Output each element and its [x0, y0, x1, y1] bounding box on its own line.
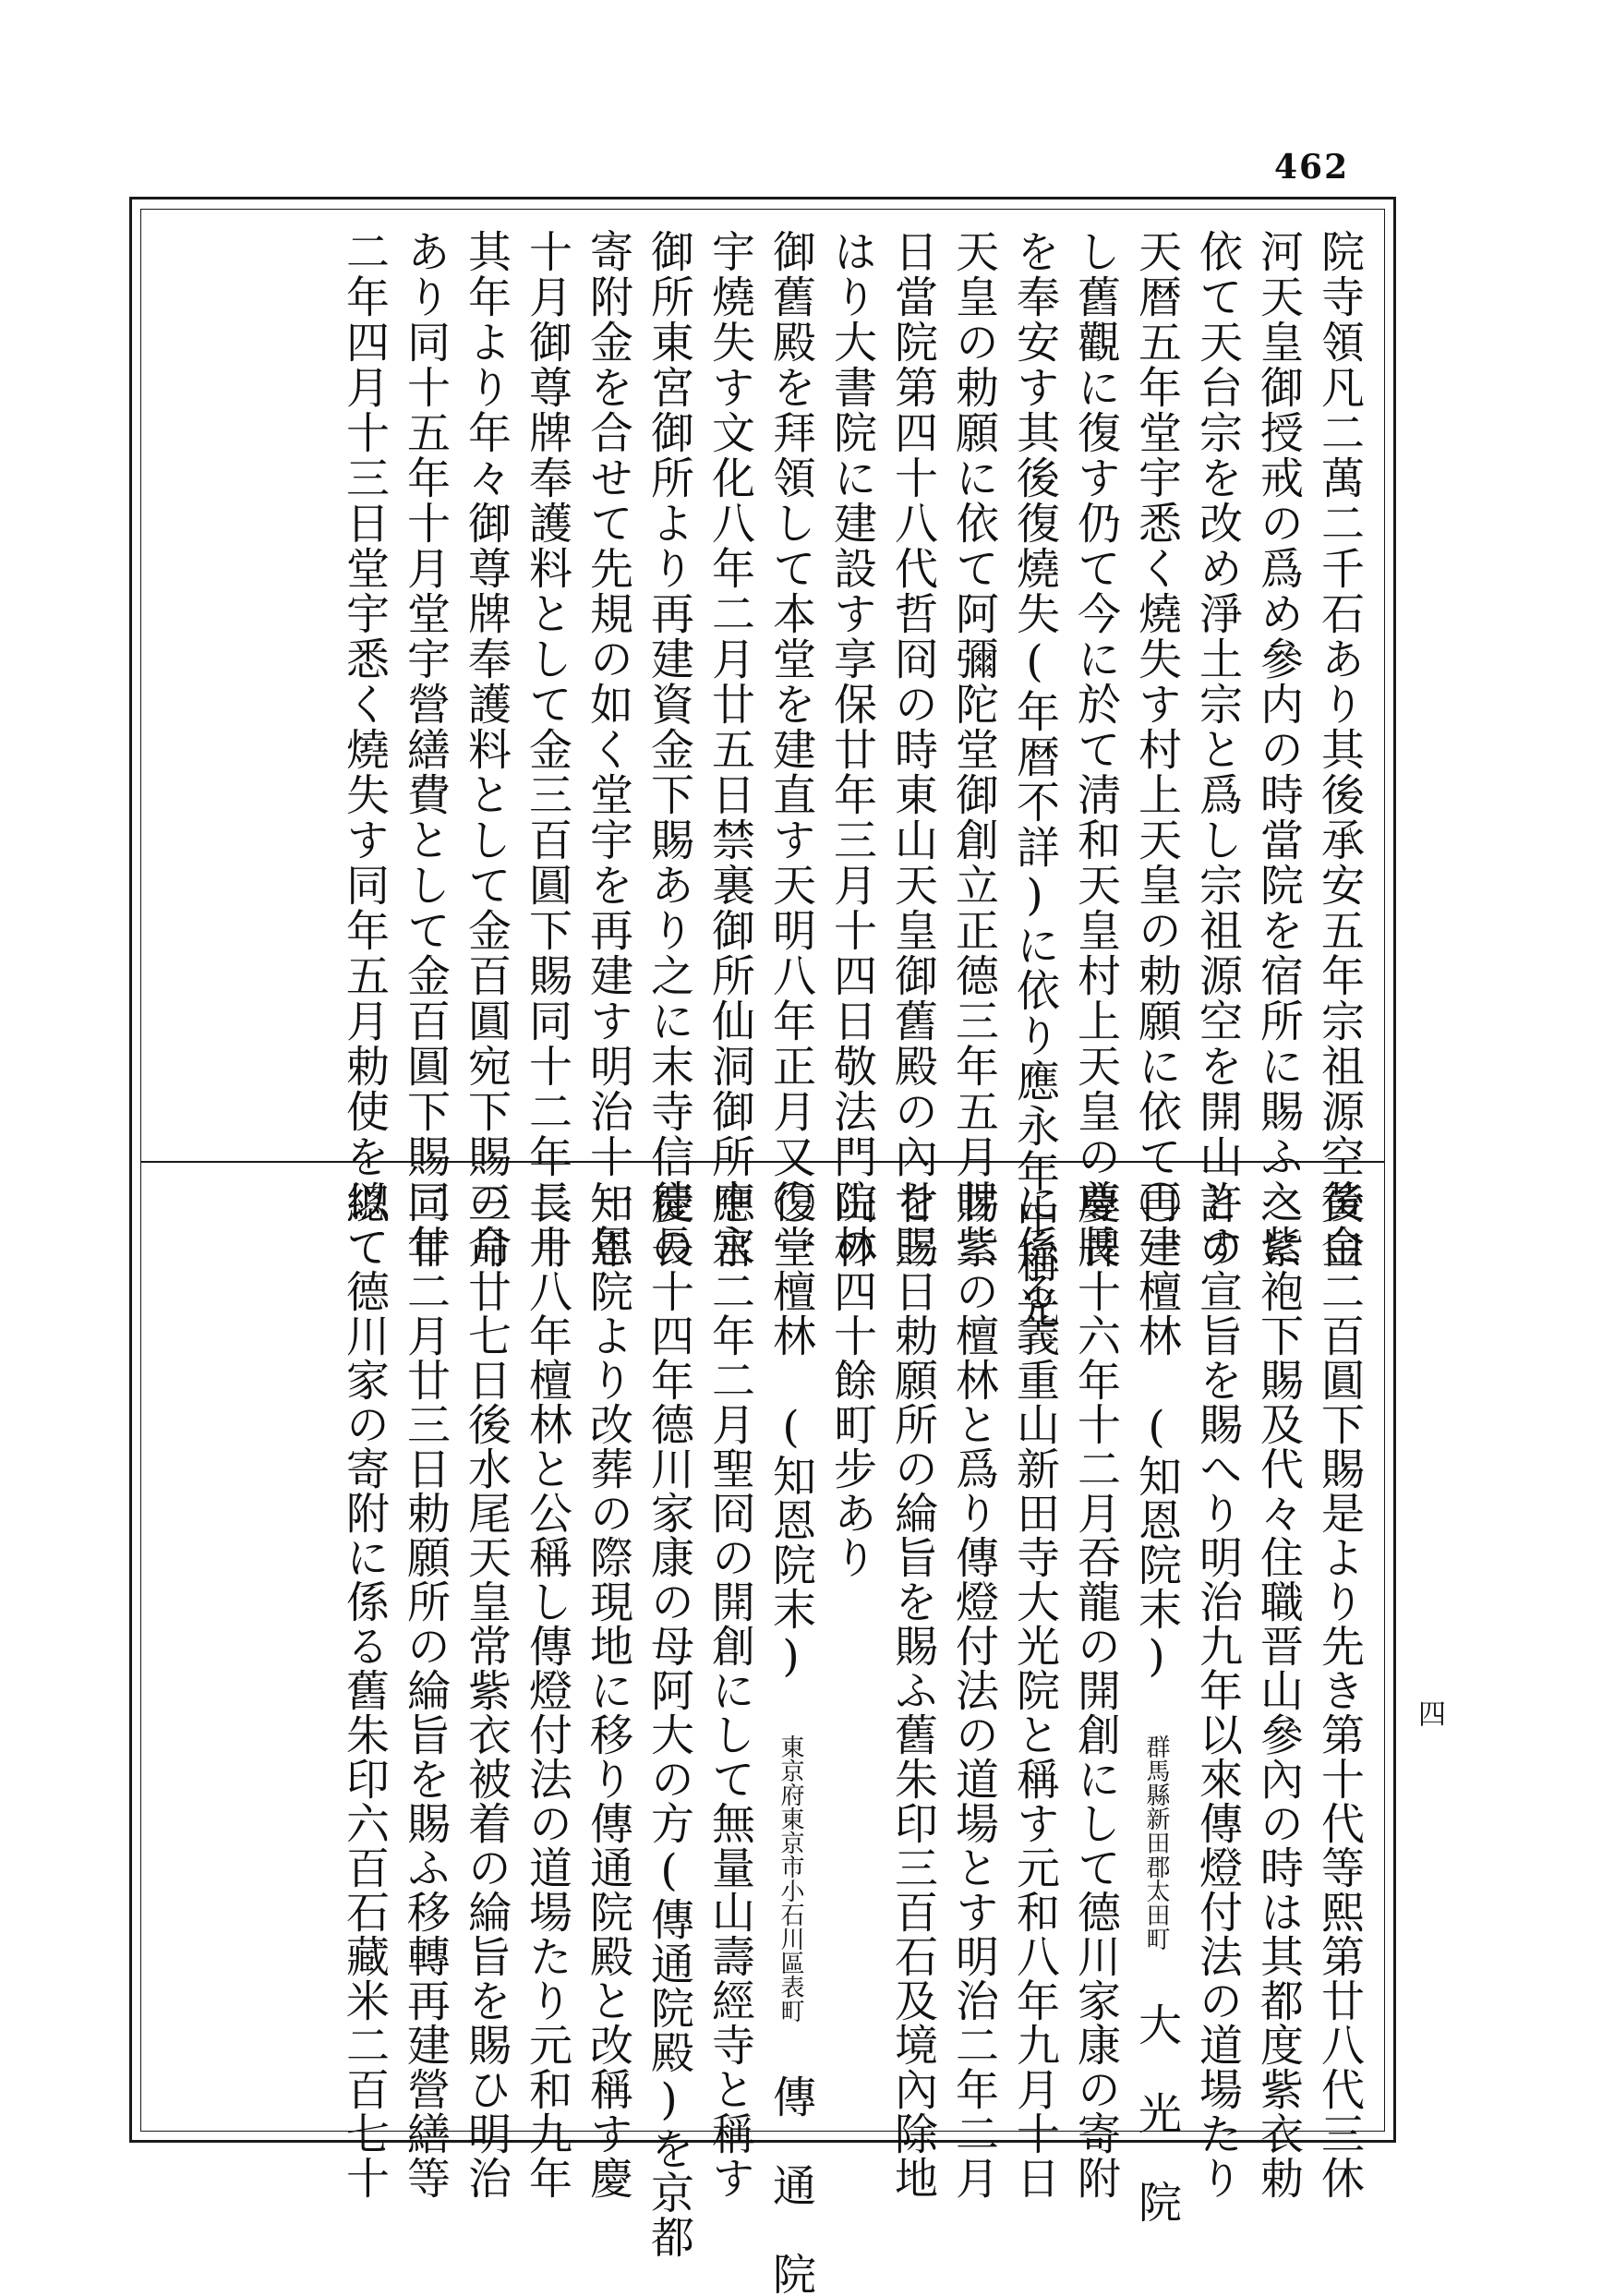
text-column: 天暦五年堂宇悉く燒失す村上天皇の勅願に依て再建 — [1131, 229, 1182, 1270]
text-column: 黃金二百圓下賜是より先き第十代等熙第廿八代三休 — [1314, 1180, 1365, 2200]
text-column: 院寺領凡二萬二千石あり其後承安五年宗祖源空後白 — [1314, 229, 1365, 1270]
text-column: 其年より年々御尊牌奉護料として金百圓宛下賜の命 — [461, 229, 512, 1270]
text-column: 依て天台宗を改め淨土宗と爲し宗祖源空を開山とす — [1192, 229, 1243, 1270]
text-column: 三月廿七日後水尾天皇常紫衣被着の綸旨を賜ひ明治 — [461, 1180, 512, 2200]
text-column: 宇燒失す文化八年二月廿五日禁裏御所仙洞御所中宮 — [705, 229, 755, 1270]
entry-temple-name: 大 光 院 — [1131, 2002, 1182, 2224]
entry-location: 東京府東京市小石川區表町 — [777, 1734, 804, 2023]
text-column: 御所東宮御所より再建資金下賜あり之に末寺信徒の — [644, 229, 694, 1270]
text-column: 總て德川家の寄附に係る舊朱印六百石藏米二百七十 — [339, 1180, 390, 2200]
text-column: 知恩院より改葬の際現地に移り傳通院殿と改稱す慶 — [583, 1180, 633, 2200]
text-column: 二年二月廿三日勅願所の綸旨を賜ふ移轉再建營繕等 — [400, 1180, 451, 2200]
text-column: 天皇の勅願に依て阿彌陀堂御創立正德三年五月廿二 — [948, 229, 999, 1270]
text-column: 賜紫の檀林と爲り傳燈付法の道場とす明治二年二月 — [948, 1180, 999, 2200]
entry-temple-name: 傳 通 院 — [765, 2074, 816, 2296]
text-column: 日當院第四十八代哲冏の時東山天皇御舊殿の內を賜 — [887, 229, 938, 1270]
margin-page-mark: 四 — [1413, 1699, 1445, 1727]
entry-heading-dentsuin — [763, 1180, 818, 2296]
lower-text-block — [166, 1180, 1367, 2296]
entry-heading-title: 〇一檀林 (知恩院末) — [765, 1180, 816, 1683]
text-column: 慶長十四年德川家康の母阿大の方(傳通院殿)を京都 — [644, 1180, 694, 2259]
text-column: 許の宣旨を賜へり明治九年以來傳燈付法の道場たり — [1192, 1180, 1243, 2200]
text-column: 河天皇御授戒の爲め參内の時當院を宿所に賜ふ之に — [1253, 229, 1304, 1270]
text-column: に係る義重山新田寺大光院と稱す元和八年九月十日 — [1009, 1180, 1060, 2200]
text-column: はり大書院に建設す享保廿年三月十四日敬法門院の — [826, 229, 877, 1270]
text-column: し舊觀に復す仍て今に於て淸和天皇村上天皇の尊牌 — [1070, 229, 1121, 1270]
text-column: 寄附金を合せて先規の如く堂宇を再建す明治十一年 — [583, 229, 633, 1270]
page-number: 462 — [1274, 148, 1350, 187]
text-column: 應永二年二月聖冏の開創にして無量山壽經寺と稱す — [705, 1180, 755, 2200]
text-column: 長十八年檀林と公稱し傳燈付法の道場たり元和九年 — [522, 1180, 572, 2200]
text-column: 十月御尊牌奉護料として金三百圓下賜同十二年二月 — [522, 229, 572, 1270]
text-column: 慶長十六年十二月吞龍の開創にして德川家康の寄附 — [1070, 1180, 1121, 2200]
entry-heading-daikoin — [1128, 1180, 1184, 2224]
text-column: へ紫袍下賜及代々住職晋山參內の時は其都度紫衣勅 — [1253, 1180, 1304, 2200]
text-column: あり同十五年十月堂宇營繕費として金百圓下賜同廿 — [400, 229, 451, 1270]
text-column: 廿三日勅願所の綸旨を賜ふ舊朱印三百石及境內除地 — [887, 1180, 938, 2200]
upper-text-block — [166, 229, 1367, 1330]
text-column: 山林四十餘町步あり — [826, 1180, 877, 1579]
text-column: 御舊殿を拜領して本堂を建直す天明八年正月又復堂 — [765, 229, 816, 1270]
text-column: を奉安す其後復燒失(年暦不詳)に依り應永年中稱光 — [1009, 229, 1060, 1330]
entry-location: 群馬縣新田郡太田町 — [1142, 1734, 1170, 1951]
text-column: 二年四月十三日堂宇悉く燒失す同年五月勅使を以て — [339, 229, 390, 1270]
entry-heading-title: 〇一檀林 (知恩院末) — [1131, 1180, 1182, 1683]
